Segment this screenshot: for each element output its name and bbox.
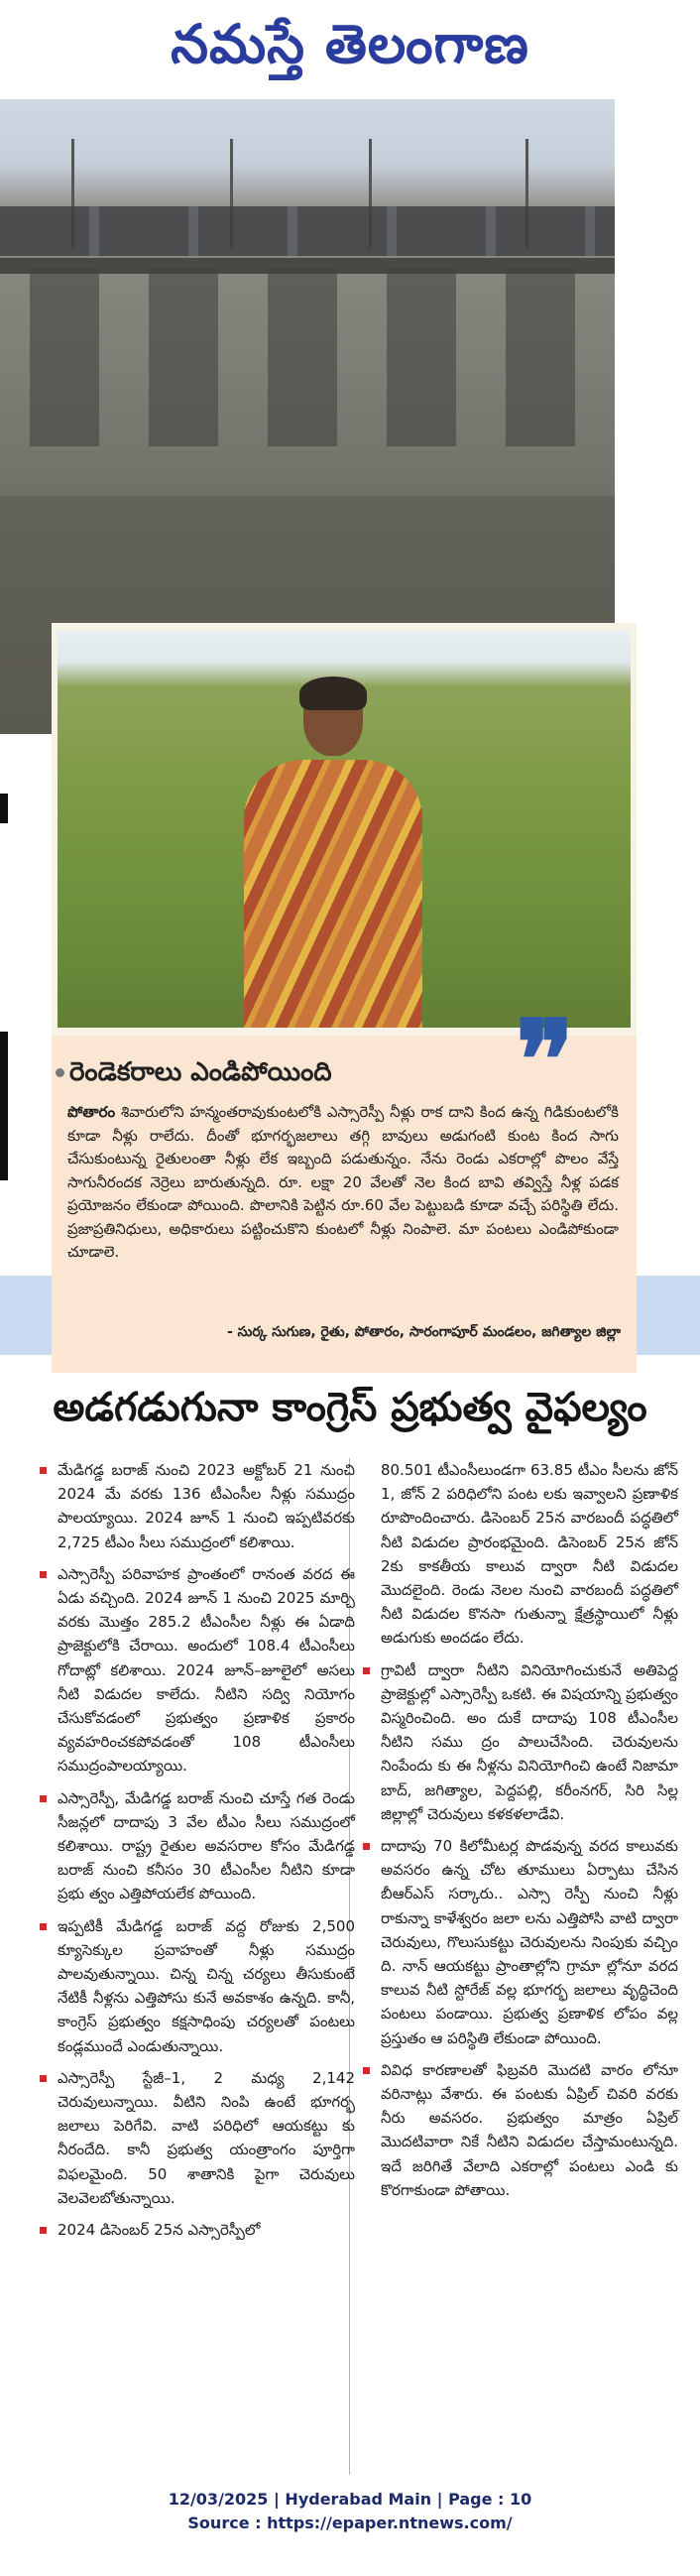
list-item: 80.501 టీఎంసీలుండగా 63.85 టీఎం సీలను జోన్ 1, జోన్ 2 పరిధిలోని పంట లకు ఇవ్వాలని ప్రణాళిక రూపొందించారు. డిసెంబర్ 25న వారబందీ పద్ధతిలో నీటి విడుదల ప్రారంభమైంది. డిసెంబర్ 25న జోన్ 2కు కాకతీయ కాలువ ద్వారా నీటి విడుదల మొదలైంది. రెండు నెలల నుంచి వారబందీ పద్ధతిలో నీటి విడుదల కొనసా గుతున్నా క్షేత్రస్థాయిలో నీళ్లు అడుగుకు అందడం లేదు. bbox=[381, 1461, 678, 1648]
list-item: ఎస్సారెస్పీ స్టేజీ–1, 2 మధ్య 2,142 చెరువులున్నాయి. వీటిని నింపి ఉంటే భూగర్భ జలాలు పెరిగేవి. వాటి పరిధిలో ఆయకట్టు కు నీరందేది. కానీ ప్రభుత్వ యంత్రాంగం పూర్తిగా విఫలమైంది. 50 శాతానికి పైగా చెరువులు వెలవెలబోతున్నాయి. bbox=[40, 2066, 355, 2210]
quote-mark-icon: ❞ bbox=[516, 996, 575, 1124]
quote-credit: - సుర్క సుగుణ, రైతు, పోతారం, సారంగాపూర్ మండలం, జగిత్యాల జిల్లా bbox=[226, 1324, 621, 1340]
bullet-icon bbox=[363, 2067, 370, 2074]
article-headline: అడగడుగునా కాంగ్రెస్ ప్రభుత్వ వైఫల్యం bbox=[53, 1385, 647, 1430]
source-link[interactable]: Source : https://epaper.ntnews.com/ bbox=[187, 2514, 513, 2532]
left-column bbox=[40, 1458, 355, 2250]
barrage-gate bbox=[506, 268, 575, 446]
list-item: దాదాపు 70 కిలోమీటర్ల పొడవున్న వరద కాలువకు అవసరం ఉన్న చోట తూములు ఏర్పాటు చేసిన బీఆర్ఎస్ సర్కారు.. ఎస్సా రెస్పీ నుంచి నీళ్లు రాకున్నా కాళేశ్వరం జలా లను ఎత్తిపోసి వాటి ద్వారా చెరువులు, గొలుసుకట్టు చెరువులను నింపుకు వచ్చిం ది. నాన్ ఆయకట్టు ప్రాంతాల్లోని గ్రామా ల్లోనూ వరద కాలువ నీటి స్టోరేజ్ వల్ల భూగర్భ జలాలు వృద్ధిచెంది పంటలు పండాయి. ప్రభుత్వ ప్రణాళిక లోపం వల్ల ప్రస్తుతం ఆ పరిస్థితి లేకుండా పోయింది. bbox=[363, 1834, 678, 2050]
bullet-icon bbox=[40, 1467, 47, 1474]
page-edge-mark bbox=[0, 794, 8, 823]
bullet-icon bbox=[40, 2075, 47, 2082]
quote-text: శివారులోని హన్మంతరావుకుంటలోకి ఎస్సారెస్పీ నీళ్లు రాక దాని కింద ఉన్న గిడికుంటలోకి కూడా నీళ్లు రాలేదు. దీంతో భూగర్భజలాలు తగ్గి బావులు అడుగంటి కుంట కింద సాగు చేసుకుంటున్న రైతులంతా నీళ్లు లేక ఇబ్బంది పడుతున్నం. నేను రెండు ఎకరాల్లో పొలం వేస్తే సాగునీరందక నెర్రెలు బారుతున్నది. రూ. లక్షా 20 వేలతో నెల కింద బావి తవ్విస్తే నీళ్ల పడక ప్రయోజనం లేకుండా పోయింది. పొలానికి పెట్టిన రూ.60 వేల పెట్టుబడి కూడా వచ్చే పరిస్థితి లేదు. ప్రజాప్రతినిధులు, అధికారులు పట్టించుకొని కుంటలో నీళ్లు నింపాలె. మా పంటలు ఎండిపోకుండా చూడాలె. bbox=[67, 1103, 619, 1261]
barrage-gate bbox=[30, 268, 99, 446]
farmer-sari bbox=[244, 760, 422, 1028]
farmer-photo-frame bbox=[52, 623, 637, 1036]
newspaper-logo: నమస్తే తెలంగాణ bbox=[171, 12, 529, 75]
quote-body bbox=[67, 1101, 619, 1265]
list-item: వివిధ కారణాలతో ఫిబ్రవరి మొదటి వారం లోనూ వరినాట్లు వేశారు. ఈ పంటకు ఏప్రిల్ చివరి వరకు నీరు అవసరం. ప్రభుత్వం మాత్రం ఏప్రిల్ మొదటివారా నికే నీటిని విడుదల చేస్తామంటున్నది. ఇదే జరిగితే వేలాది ఎకరాల్లో పంటలు ఎండి కు కొరగాకుండా పోతాయి. bbox=[363, 2058, 678, 2202]
bullet-icon bbox=[363, 1843, 370, 1850]
list-item: మేడిగడ్డ బరాజ్ నుంచి 2023 అక్టోబర్ 21 నుంచి 2024 మే వరకు 136 టీఎంసీల నీళ్లు సముద్రం పాలయ్యాయి. 2024 జూన్ 1 నుంచి ఇప్పటివరకు 2,725 టీఎం సీలు సముద్రంలో కలిశాయి. bbox=[40, 1458, 355, 1554]
farmer-hair bbox=[299, 676, 367, 710]
bullet-icon bbox=[40, 1795, 47, 1802]
list-item: ఎస్సారెస్పీ, మేడిగడ్డ బరాజ్ నుంచి చూస్తే గత రెండు సీజన్లలో దాదాపు 3 వేల టీఎం సీలు సముద్రంలో కలిశాయి. రాష్ట్ర రైతుల అవసరాల కోసం మేడిగడ్డ బరాజ్ నుంచి కనీసం 30 టీఎంసీల నీటిని కూడా ప్రభు త్వం ఎత్తిపోయలేక పోయింది. bbox=[40, 1786, 355, 1906]
quote-lead: పోతారం bbox=[67, 1103, 116, 1121]
barrage-gate bbox=[149, 268, 218, 446]
bullet-icon bbox=[40, 2227, 47, 2234]
list-item: గ్రావిటీ ద్వారా నీటిని వినియోగించుకునే అతిపెద్ద ప్రాజెక్టుల్లో ఎస్సారెస్పీ ఒకటి. ఈ విషయాన్ని ప్రభుత్వం విస్మరించింది. అం దుకే దాదాపు 108 టీఎంసీల నీటిని సము ద్రం పాలుచేసింది. చెరువులను నింపేందు కు ఈ నీళ్లను వినియోగించి ఉంటే నిజామా బాద్, జగిత్యాల, పెద్దపల్లి, కరీంనగర్, సిరి సిల్ల జిల్లాల్లో చెరువులు కళకళలాడేవి. bbox=[363, 1658, 678, 1826]
bullet-icon bbox=[40, 1571, 47, 1578]
page-footer bbox=[0, 2488, 700, 2535]
masthead bbox=[0, 0, 700, 99]
list-item: 2024 డిసెంబర్ 25న ఎస్సారెస్పీలో bbox=[40, 2218, 355, 2242]
list-item: ఎస్సారెస్పీ పరివాహక ప్రాంతంలో రానంత వరద ఈ ఏడు వచ్చింది. 2024 జూన్ 1 నుంచి 2025 మార్చి వరకు మొత్తం 285.2 టీఎంసీల నీళ్లు ఈ ఏడాది ప్రాజెక్టులోకి చేరాయి. అందులో 108.4 టీఎంసీలు గోదాట్లో కలిశాయి. 2024 జూన్–జూలైలో అసలు నీటి విడుదల కాలేదు. నీటిని సద్వి నియోగం చేసుకోవడంలో ప్రభుత్వం ప్రణాళిక ప్రకారం వ్యవహరించకపోవడంతో 108 టీఎంసీలు సముద్రంపాలయ్యాయి. bbox=[40, 1562, 355, 1779]
edition-info: 12/03/2025 | Hyderabad Main | Page : 10 bbox=[168, 2490, 532, 2509]
bullet-icon bbox=[363, 1667, 370, 1674]
color-band bbox=[637, 1276, 700, 1355]
gate-housings bbox=[0, 206, 615, 256]
quote-heading: రెండెకరాలు ఎండిపోయింది bbox=[69, 1057, 332, 1087]
right-column bbox=[363, 1458, 678, 2210]
color-band bbox=[0, 1276, 52, 1355]
barrage-gate bbox=[268, 268, 337, 446]
farmer-photo bbox=[58, 631, 631, 1028]
bullet-icon bbox=[40, 1923, 47, 1930]
farmer-figure bbox=[234, 680, 432, 1028]
heading-bullet-icon bbox=[56, 1068, 64, 1077]
barrage-gate bbox=[387, 268, 456, 446]
page-edge-mark bbox=[0, 1032, 8, 1180]
list-item: ఇప్పటికీ మేడిగడ్డ బరాజ్ వద్ద రోజుకు 2,500 క్యూసెక్కుల ప్రవాహంతో నీళ్లు సముద్రం పాలవుతున్నాయి. చిన్న చిన్న చర్యలు తీసుకుంటే నేటికీ నీళ్లను ఎత్తిపోసు కునే అవకాశం ఉన్నది. కానీ, కాంగ్రెస్ ప్రభుత్వం కక్షసాధింపు చర్యలతో పంటలు కండ్లముందే ఎండుతున్నాయి. bbox=[40, 1914, 355, 2058]
